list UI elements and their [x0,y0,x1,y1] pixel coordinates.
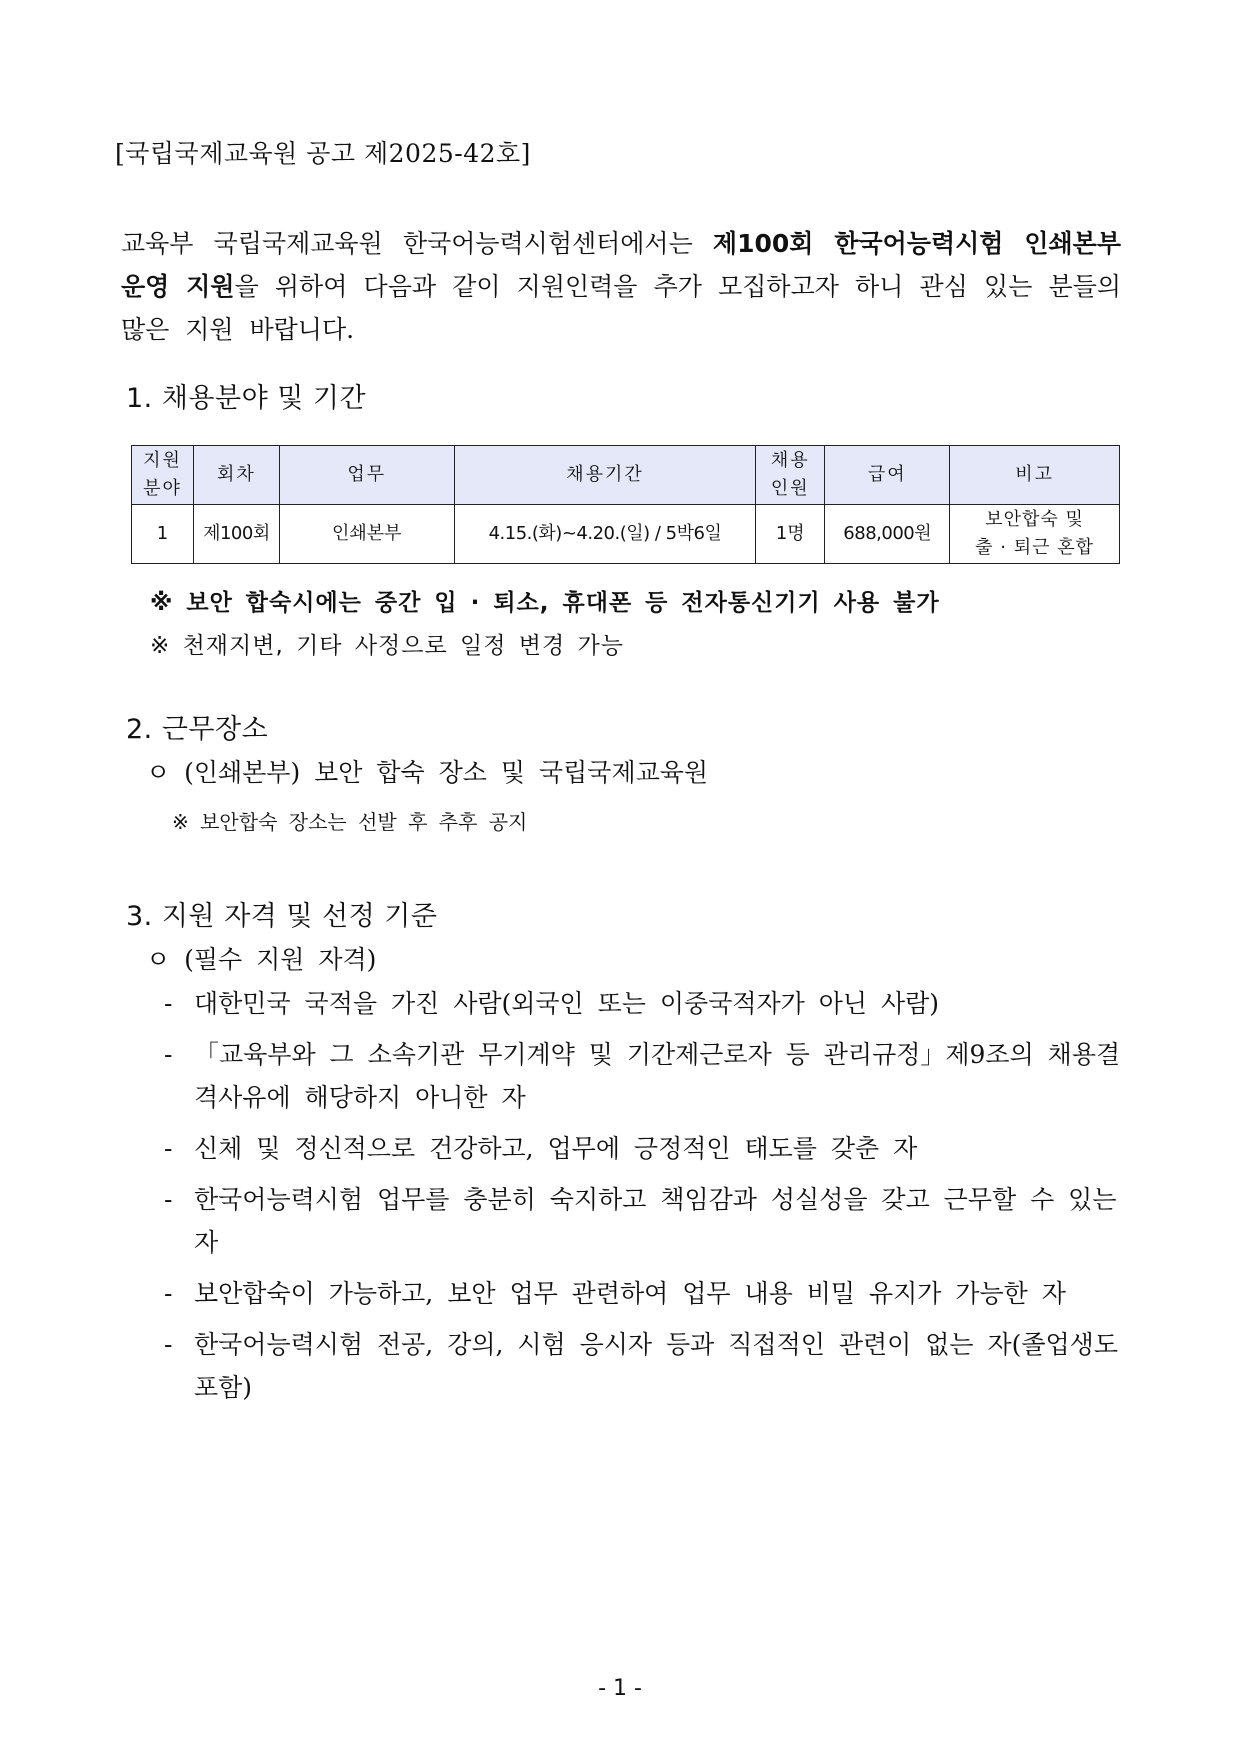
cell-remarks-line1: 보안합숙 및 [985,509,1084,530]
list-item-text: 한국어능력시험 전공, 강의, 시험 응시자 등과 직접적인 관련이 없는 자(졸업생도 포함) [194,1330,1118,1402]
list-item [164,1033,1124,1119]
list-item [164,1127,1124,1170]
header-period: 채용기간 [454,446,756,505]
dash-marker: - [164,989,173,1018]
list-item [164,1323,1124,1409]
intro-text-end: 을 위하여 다음과 같이 지원인력을 추가 모집하고자 하니 관심 있는 분들의 많은 지원 바랍니다. [121,272,1121,344]
page-number: - 1 - [598,1676,642,1701]
dash-marker: - [164,1279,173,1308]
header-field [132,446,194,505]
section-1-heading: 1. 채용분야 및 기간 [126,383,367,414]
requirements-bullet: ㅇ (필수 지원 자격) [146,945,377,974]
schedule-change-note: ※ 천재지변, 기타 사정으로 일정 변경 가능 [150,633,624,659]
cell-remarks [950,505,1120,564]
header-field-line2: 분야 [143,478,182,499]
header-pay: 급여 [825,446,950,505]
dash-marker: - [164,1134,173,1163]
dash-marker: - [164,1330,173,1359]
list-item-text: 대한민국 국적을 가진 사람(외국인 또는 이중국적자가 아닌 사람) [194,989,940,1018]
cell-round: 제100회 [193,505,279,564]
header-count-line1: 채용 [770,450,810,471]
list-item [164,1178,1124,1264]
section-3-heading: 3. 지원 자격 및 선정 기준 [126,901,438,932]
header-duty: 업무 [279,446,454,505]
header-count [756,446,825,505]
notice-number: [국립국제교육원 공고 제2025-42호] [115,139,531,168]
list-item-text: 「교육부와 그 소속기관 무기계약 및 기간제근로자 등 관리규정」제9조의 채용결격사유에 해당하지 아니한 자 [194,1040,1121,1112]
dash-marker: - [164,1040,173,1069]
header-round: 회차 [193,446,279,505]
cell-pay: 688,000원 [825,505,950,564]
security-note: ※ 보안 합숙시에는 중간 입 · 퇴소, 휴대폰 등 전자통신기기 사용 불가 [150,590,940,616]
cell-count: 1명 [756,505,825,564]
cell-duty: 인쇄본부 [279,505,454,564]
table-row [132,505,1120,564]
recruitment-table [131,445,1120,564]
intro-text-bold: 제100회 한국어능력시험 인쇄본부 운영 지원 [121,229,1121,301]
header-field-line1: 지원 [143,450,182,471]
list-item-text: 한국어능력시험 업무를 충분히 숙지하고 책임감과 성실성을 갖고 근무할 수 있는 자 [194,1185,1117,1257]
list-item-text: 신체 및 정신적으로 건강하고, 업무에 긍정적인 태도를 갖춘 자 [194,1134,918,1163]
dash-marker: - [164,1185,173,1214]
intro-paragraph [121,222,1121,351]
table-header-row [132,446,1120,505]
list-item [164,982,1124,1025]
intro-text-start: 교육부 국립국제교육원 한국어능력시험센터에서는 [121,229,713,258]
workplace-bullet: ㅇ (인쇄본부) 보안 합숙 장소 및 국립국제교육원 [146,758,709,787]
section-2-heading: 2. 근무장소 [126,714,269,745]
list-item [164,1272,1124,1315]
workplace-note: ※ 보안합숙 장소는 선발 후 추후 공지 [172,810,528,834]
cell-period: 4.15.(화)~4.20.(일) / 5박6일 [454,505,756,564]
header-remarks: 비고 [950,446,1120,505]
header-count-line2: 인원 [770,478,810,499]
list-item-text: 보안합숙이 가능하고, 보안 업무 관련하여 업무 내용 비밀 유지가 가능한 자 [194,1279,1066,1308]
cell-remarks-line2: 출 · 퇴근 혼합 [975,537,1094,558]
cell-field: 1 [132,505,194,564]
